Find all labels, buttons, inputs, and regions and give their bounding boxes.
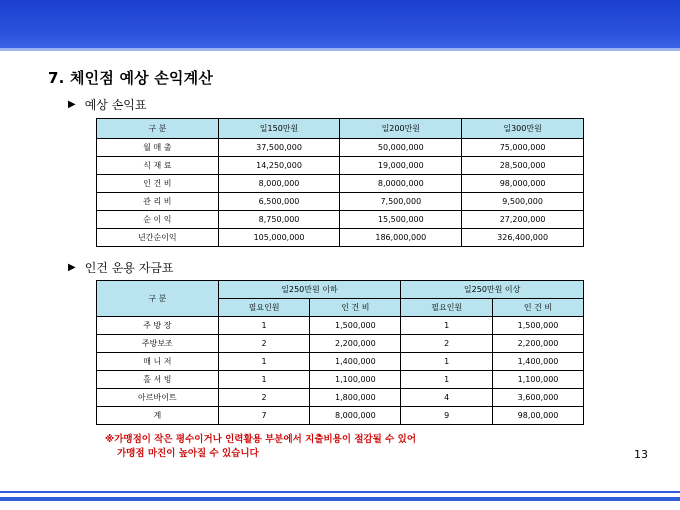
footer-line xyxy=(0,491,680,493)
top-banner-underline xyxy=(0,48,680,51)
header-cell: 일300만원 xyxy=(462,119,584,139)
table-cell: 1 xyxy=(401,371,493,389)
section-heading-profit xyxy=(68,96,146,113)
table-cell: 1 xyxy=(401,317,493,335)
labor-cost-table xyxy=(96,280,584,425)
sub-header-cell: 인 건 비 xyxy=(493,299,584,317)
group-header-cell: 일250만원 이하 xyxy=(218,281,401,299)
table-cell: 2 xyxy=(218,335,310,353)
header-cell: 일150만원 xyxy=(218,119,340,139)
table-cell: 7 xyxy=(218,407,310,425)
header-cell: 구 분 xyxy=(97,119,219,139)
table-cell: 1,400,000 xyxy=(493,353,584,371)
table-cell: 14,250,000 xyxy=(218,157,340,175)
table-cell: 1,500,000 xyxy=(310,317,401,335)
table-cell: 4 xyxy=(401,389,493,407)
footnote-line: 가맹점 마진이 높아질 수 있습니다 xyxy=(117,448,259,459)
table-row xyxy=(97,193,584,211)
table-cell: 1,400,000 xyxy=(310,353,401,371)
row-label: 식 재 료 xyxy=(97,157,219,175)
table-cell: 9,500,000 xyxy=(462,193,584,211)
row-label: 계 xyxy=(97,407,219,425)
table-row xyxy=(97,211,584,229)
row-label: 아르바이트 xyxy=(97,389,219,407)
table-cell: 6,500,000 xyxy=(218,193,340,211)
profit-table xyxy=(96,118,584,247)
table-cell: 1 xyxy=(218,353,310,371)
table-cell: 8,000,000 xyxy=(218,175,340,193)
table-cell: 1 xyxy=(218,317,310,335)
row-label: 주방보조 xyxy=(97,335,219,353)
triangle-bullet-icon: ▶ xyxy=(68,262,76,273)
row-label: 매 니 저 xyxy=(97,353,219,371)
table-cell: 1,800,000 xyxy=(310,389,401,407)
table-row xyxy=(97,335,584,353)
table-row xyxy=(97,157,584,175)
table-row xyxy=(97,317,584,335)
table-cell: 98,000,000 xyxy=(462,175,584,193)
table-cell: 27,200,000 xyxy=(462,211,584,229)
row-label: 홀 서 빙 xyxy=(97,371,219,389)
table-cell: 8,000,000 xyxy=(310,407,401,425)
table-cell: 19,000,000 xyxy=(340,157,462,175)
table-cell: 1,500,000 xyxy=(493,317,584,335)
section-label: 인건 운용 자금표 xyxy=(84,261,174,275)
corner-header-cell: 구 분 xyxy=(97,281,219,317)
sub-header-cell: 필요인원 xyxy=(218,299,310,317)
row-label: 인 건 비 xyxy=(97,175,219,193)
table-row xyxy=(97,229,584,247)
group-header-cell: 일250만원 이상 xyxy=(401,281,584,299)
table-row xyxy=(97,371,584,389)
table-group-header-row xyxy=(97,281,584,299)
table-row xyxy=(97,407,584,425)
table-cell: 7,500,000 xyxy=(340,193,462,211)
table-cell: 1,100,000 xyxy=(493,371,584,389)
table-cell: 186,000,000 xyxy=(340,229,462,247)
table-row xyxy=(97,353,584,371)
table-cell: 28,500,000 xyxy=(462,157,584,175)
table-cell: 2 xyxy=(401,335,493,353)
table-cell: 15,500,000 xyxy=(340,211,462,229)
table-cell: 105,000,000 xyxy=(218,229,340,247)
row-label: 년간순이익 xyxy=(97,229,219,247)
footer-line xyxy=(0,497,680,501)
table-cell: 50,000,000 xyxy=(340,139,462,157)
row-label: 관 리 비 xyxy=(97,193,219,211)
table-cell: 37,500,000 xyxy=(218,139,340,157)
table-row xyxy=(97,389,584,407)
header-cell: 일200만원 xyxy=(340,119,462,139)
footnote-line: ※가맹점이 작은 평수이거나 인력활용 부분에서 지출비용이 절감될 수 있어 xyxy=(105,434,417,445)
table-cell: 1 xyxy=(401,353,493,371)
footnote xyxy=(105,433,416,461)
table-header-row xyxy=(97,119,584,139)
table-cell: 2,200,000 xyxy=(310,335,401,353)
table-cell: 1 xyxy=(218,371,310,389)
section-label: 예상 손익표 xyxy=(84,98,147,112)
sub-header-cell: 인 건 비 xyxy=(310,299,401,317)
page-number: 13 xyxy=(634,448,648,461)
row-label: 주 방 장 xyxy=(97,317,219,335)
sub-header-cell: 필요인원 xyxy=(401,299,493,317)
table-cell: 3,600,000 xyxy=(493,389,584,407)
table-cell: 9 xyxy=(401,407,493,425)
row-label: 순 이 익 xyxy=(97,211,219,229)
table-row xyxy=(97,139,584,157)
triangle-bullet-icon: ▶ xyxy=(68,99,76,110)
table-cell: 1,100,000 xyxy=(310,371,401,389)
row-label: 월 매 출 xyxy=(97,139,219,157)
table-cell: 2 xyxy=(218,389,310,407)
table-cell: 75,000,000 xyxy=(462,139,584,157)
top-banner xyxy=(0,0,680,48)
section-heading-labor xyxy=(68,259,173,276)
table-cell: 98,00,000 xyxy=(493,407,584,425)
table-cell: 326,400,000 xyxy=(462,229,584,247)
table-cell: 8,750,000 xyxy=(218,211,340,229)
page-title: 7. 체인점 예상 손익계산 xyxy=(48,69,214,87)
table-row xyxy=(97,175,584,193)
table-cell: 8,0000,000 xyxy=(340,175,462,193)
table-cell: 2,200,000 xyxy=(493,335,584,353)
